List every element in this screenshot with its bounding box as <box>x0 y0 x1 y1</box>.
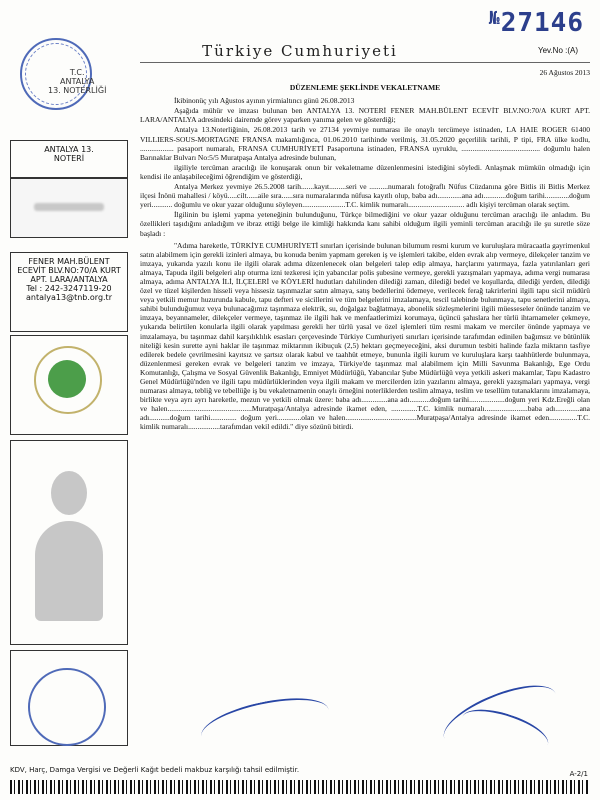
country-title: Türkiye Cumhuriyeti <box>202 42 398 60</box>
avatar-body <box>35 521 103 621</box>
seal-top-text: T.C. <box>69 68 85 77</box>
serial-prefix: № <box>488 8 501 29</box>
avatar-head <box>51 471 87 515</box>
paragraph-5: İlgilinin bu işlemi yapma yeteneğinin bulunduğunu, Türkçe bilmediğini ve okur yazar olduğunu tercüman aracılığı ile anladım. Bu özellikleri taşıdığını anladığım ve ibraz ettiği belge ile kimliği hakkında kanı sahibi olduğum ilgili yeminli tercüman aracılığı ile şu suretle söze başladı : <box>140 210 590 238</box>
logo-emblem <box>48 360 86 398</box>
serial-digits: 27146 <box>500 8 584 38</box>
seal-line2: 13. NOTERLİĞİ <box>48 86 107 95</box>
header-divider <box>140 62 590 63</box>
redacted-notary-name-box <box>10 178 128 238</box>
notary-union-logo <box>34 346 102 414</box>
signature-left <box>197 689 333 757</box>
document-heading: DÜZENLEME ŞEKLİNDE VEKALETNAME <box>289 83 441 93</box>
document-body <box>140 66 590 433</box>
document-date: 26 Ağustos 2013 <box>539 68 590 77</box>
notary-name-line2: NOTERİ <box>53 154 85 163</box>
paragraph-1: Aşağıda mühür ve imzası bulunan ben ANTALYA 13. NOTERİ FENER MAH.BÜLENT ECEVİT BLV.NO:70/A KURT APT. LARA/ANTALYA adresindeki dairemde görev yaparken yanıma gelen ve gösterdiği; <box>140 106 590 125</box>
paragraph-4: Antalya Merkez yevmiye 26.5.2008 tarih.......kayıt.........seri ve ..........numaralı fotoğraflı Nüfus Cüzdanına göre Bitlis ili Bitlis Merkez ilçesi İnönü mahallesi / köyü.....cilt......aile sıra......sıra numaralarında nüfusa kayıtlı olup, baba adı.............ana adı............doğum tarihi.............doğum yeri........... doğumlu ve okur yazar olduğunu söyleyen.......................T.C. kimlik numaralı.............................. adlı kişiyi tercüman olarak seçtim. <box>140 182 590 210</box>
seal-line1: ANTALYA <box>60 77 95 86</box>
photo-box <box>10 440 128 645</box>
notary-email: antalya13@tnb.org.tr <box>26 293 112 302</box>
notary-address-box <box>10 252 128 332</box>
page-number: A-2/1 <box>569 770 588 778</box>
serial-number <box>489 8 584 38</box>
seal-text <box>48 68 106 95</box>
paragraph-3: ilgiliyle tercüman aracılığı ile konuşarak onun bir vekaletname düzenlenmesini istediğini söyledi. Anlaşmak mümkün olmadığı için kendisi ile anlaşabileceğimi öğrendiğim ve gösterdiği, <box>140 162 590 181</box>
notary-phone: Tel : 242-3247119-20 <box>26 284 112 293</box>
yevmiye-number: Yev.No :(A) <box>537 46 578 55</box>
paragraph-2: Antalya 13.Noterliğinin, 26.08.2013 tarih ve 27134 yevmiye numarası ile onaylı tercümeye istinaden, LA HAIE ROGER 61400 VILLIERS-SOUS-MORTAGNE FRANSA makamlığınca, 01.06.2010 tarihinde verilmiş, 31.05.2020 geçerlilik tarihli, P tipi, FRA ülke kodlu, .................. pasaport numaralı, FRANSA CUMHURİYETİ Pasaportuna istinaden, FRANSA uyruklu, .......................................... doğumlu halen Barınaklar Bulvarı No:5/5 Muratpaşa Antalya adresinde bulunan, <box>140 125 590 162</box>
paragraph-6: "Adıma hareketle, TÜRKİYE CUMHURİYETİ sınırları içerisinde bulunan bilumum resmi kurum ve kuruluşlara müracaatla gayrimenkul satın alabilmem için gerekli izinleri almaya, bu konuda benim yapmam gereken iş ve işlemleri takibe, elden evrak alıp vermeye, dilekçeler tanzim ve imzaya, yukarıda yazılı konu ile ilgili olarak adıma düzenlenecek olan belgeleri talep edip almaya, harçlarını yatırmaya, fazla yatırılanları geri almaya, Tapuda ilgili belgeleri alıp oturma izni tezkeresi için yabancılar polis şubesine vermeye, gerekli yazışmaları yapmaya, adıma vergi numarası almaya, adıma ANTALYA İLİ, İLÇELERİ ve KÖYLERİ hudutları dahilinden dilediği zaman, dilediği bedel ve koşullarda, dilediği yerden, dilediği özel ve tüzel kişilerden hisseli veya hissesiz taşınmazlar satın almaya, satış bedellerini ödemeye, verilecek ferağ takrirlerini ilgili tapu sicil müdürü veya yetkili memur huzurunda kabule, tapu defteri ve sicillerini ve tüm belgelerini imzalamaya, tescil talebinde bulunmaya, tapu senetlerini almaya, sahibi bulunduğumuz veya bulunacağımız taşınmaza elektrik, su, doğalgaz bağlatmaya, abonelik sözleşmelerini ilgili müesseseler önünde tanzim ve imzaya, beyannameler, dilekçeler vermeye, taşınmaz ile ilgili hak ve menfaatlerimizi korumaya, üçüncü şahıslara her türlü ihtarnameler çekmeye, yukarıda belirtilen konularla ilgili olarak yapılması gerekli her türlü yasal ve özel işlemleri tüm resmi makam ve merciler önünde yapmaya ve imzalamaya, bu taşınmaz dahil karşılıklılık esasları çerçevesinde Türkiye Cumhuriyeti sınırları içerisinde tarafımdan edinilen bağımsız ve bütünlük niteliği kesin surette ayni haklar ile taşınmaz miktarının ikibuçuk (2,5) hektarı geçmeyeceğini, aksi durumun tesbiti halinde fazla miktarın tasfiye edilerek bedele çevrilmesini kayıtsız ve şartsız olarak kabul ve taahhüt etmeye, bununla ilgili kurum ve kuruluşlara karşı taahhütlerde bulunmaya, düzenlenmesi gereken evrak ve belgeleri tanzim ve imzaya, Türkiye'de taşınmaz mal alabilmem için Milli Savunma Bakanlığı, Ege Ordu Komutanlığı, Çalışma ve Sosyal Güvenlik Bakanlığı, Emniyet Müdürlüğü, Yabancılar Şube Müdürlüğü veya yetkili askeri makamlar, Tapu Kadastro Genel Müdürlüğü'nden ve ilgili tapu müdürlüklerinden veya ilgili makam ve mercilerden izin yazılarını almaya, gerekli yazışmaları yapmaya, vergi numarası almaya, tebliğ ve tebellüğe iş bu vekaletnamenin onaylı örneğini noterliklerden teslim almaya, teslim ve tesellüm tutanaklarını imzalamaya, birlikte veya ayrı ayrı hareketle, mezun ve yetkili olmak üzere: baba adı..............ana adı...........doğum tarihi...................doğum yeri Kdz.Ereğli olan ve halen.............................................Muratpaşa/Antalya adresinde ikamet eden, ..............T.C. kimlik numaralı.......................baba adı.............ana adı...........doğum tarihi.............. doğum yeri.............olan ve halen......................................Muratpaşa/Antalya adresinde ikamet eden...............T.C. kimlik numaralı.................tarafımdan vekil edildi." diye sözünü bitirdi. <box>140 240 590 432</box>
avatar-placeholder <box>31 451 107 631</box>
intro-paragraph: İkibinonüç yılı Ağustos ayının yirmialtıncı günü 26.08.2013 <box>174 96 355 106</box>
notary-name-line1: ANTALYA 13. <box>44 145 94 154</box>
barcode <box>10 780 590 794</box>
notary-stamp-2 <box>28 668 106 746</box>
fee-note: KDV, Harç, Damga Vergisi ve Değerli Kağıt bedeli makbuz karşılığı tahsil edilmiştir. <box>10 766 300 774</box>
notary-address: FENER MAH.BÜLENT ECEVİT BLV.NO:70/A KURT APT. LARA/ANTALYA <box>17 257 121 284</box>
notary-name-box <box>10 140 128 178</box>
redacted-name <box>34 203 104 211</box>
signature-area <box>140 684 590 764</box>
